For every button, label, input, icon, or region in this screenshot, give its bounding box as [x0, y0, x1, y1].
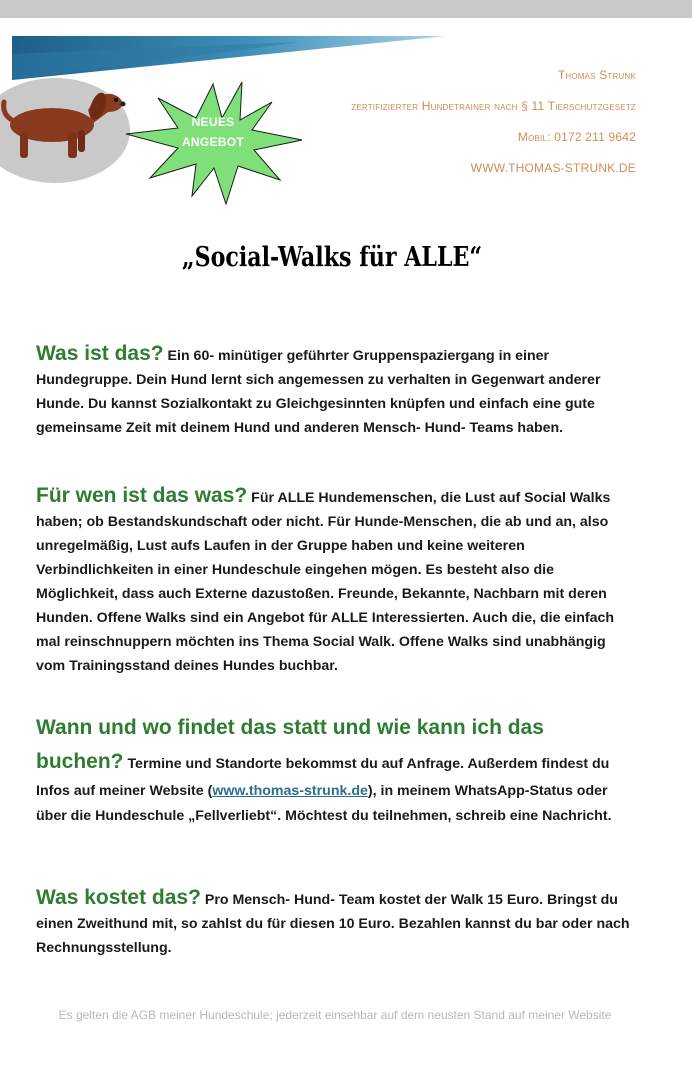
section-heading: Was kostet das?	[36, 886, 201, 909]
footer-note: Es gelten die AGB meiner Hundeschule; jederzeit einsehbar auf dem neusten Stand auf meiner Website	[58, 1008, 612, 1022]
section-was-kostet-das	[36, 886, 636, 960]
website-inline-link[interactable]: www.thomas-strunk.de	[212, 783, 368, 799]
trainer-name: Thomas Strunk	[557, 68, 636, 82]
top-bar	[0, 0, 692, 18]
section-text: ), in meinem WhatsApp-Status oder über die Hundeschule „Fellverliebt“. Möchtest du teilnehmen, schreib eine Nachricht.	[36, 783, 612, 824]
phone-number: Mobil: 0172 211 9642	[517, 130, 636, 144]
dachshund-icon	[0, 80, 130, 170]
section-was-ist-das	[36, 342, 636, 440]
trainer-qualification: zertifizierter Hundetrainer nach § 11 Tierschutzgesetz	[351, 99, 636, 113]
badge-line-2: ANGEBOT	[181, 135, 245, 149]
section-text: Für ALLE Hundemenschen, die Lust auf Social Walks haben; ob Bestandskundschaft oder nicht. Für Hunde-Menschen, die ab und an, also unregelmäßig, Lust aufs Laufen in der Gruppe haben und keine weiteren Verbindlichkeiten in einer Hundeschule eingehen mögen. Es besteht also die Möglichkeit, dass auch Externe dazustoßen. Freunde, Bekannte, Nachbarn mit deren Hunden. Offene Walks sind ein Angebot für ALLE Interessierten. Auch die, die einfach mal reinschnuppern möchten ins Thema Social Walk. Offene Walks sind unabhängig vom Trainingsstand deines Hundes buchbar.	[36, 490, 615, 674]
page-title: „Social-Walks für ALLE“	[181, 242, 483, 273]
section-wann-und-wo	[36, 711, 636, 829]
section-text: Ein 60- minütiger geführter Gruppenspaziergang in einer Hundegruppe. Dein Hund lernt sich angemessen zu verhalten in Gegenwart anderer Hunde. Du kannst Sozialkontakt zu Gleichgesinnten knüpfen und einfach eine gute gemeinsame Zeit mit deinem Hund und anderen Mensch- Hund- Teams haben.	[36, 348, 601, 436]
new-offer-badge	[170, 112, 256, 152]
section-fuer-wen	[36, 484, 636, 678]
website-link[interactable]: WWW.THOMAS-STRUNK.DE	[470, 161, 636, 175]
section-heading: Was ist das?	[36, 342, 164, 365]
section-text: Termine und Standorte bekommst du auf Anfrage. Außerdem findest du Infos auf meiner Website (	[36, 756, 610, 799]
section-heading: Wann und wo findet das statt und wie kann ich das buchen?	[36, 716, 544, 773]
contact-block	[351, 66, 636, 190]
section-heading: Für wen ist das was?	[36, 484, 248, 507]
section-text: Pro Mensch- Hund- Team kostet der Walk 15 Euro. Bringst du einen Zweithund mit, so zahlst du für diesen 10 Euro. Bezahlen kannst du bar oder nach Rechnungsstellung.	[36, 892, 630, 956]
badge-line-1: NEUES	[191, 115, 235, 129]
